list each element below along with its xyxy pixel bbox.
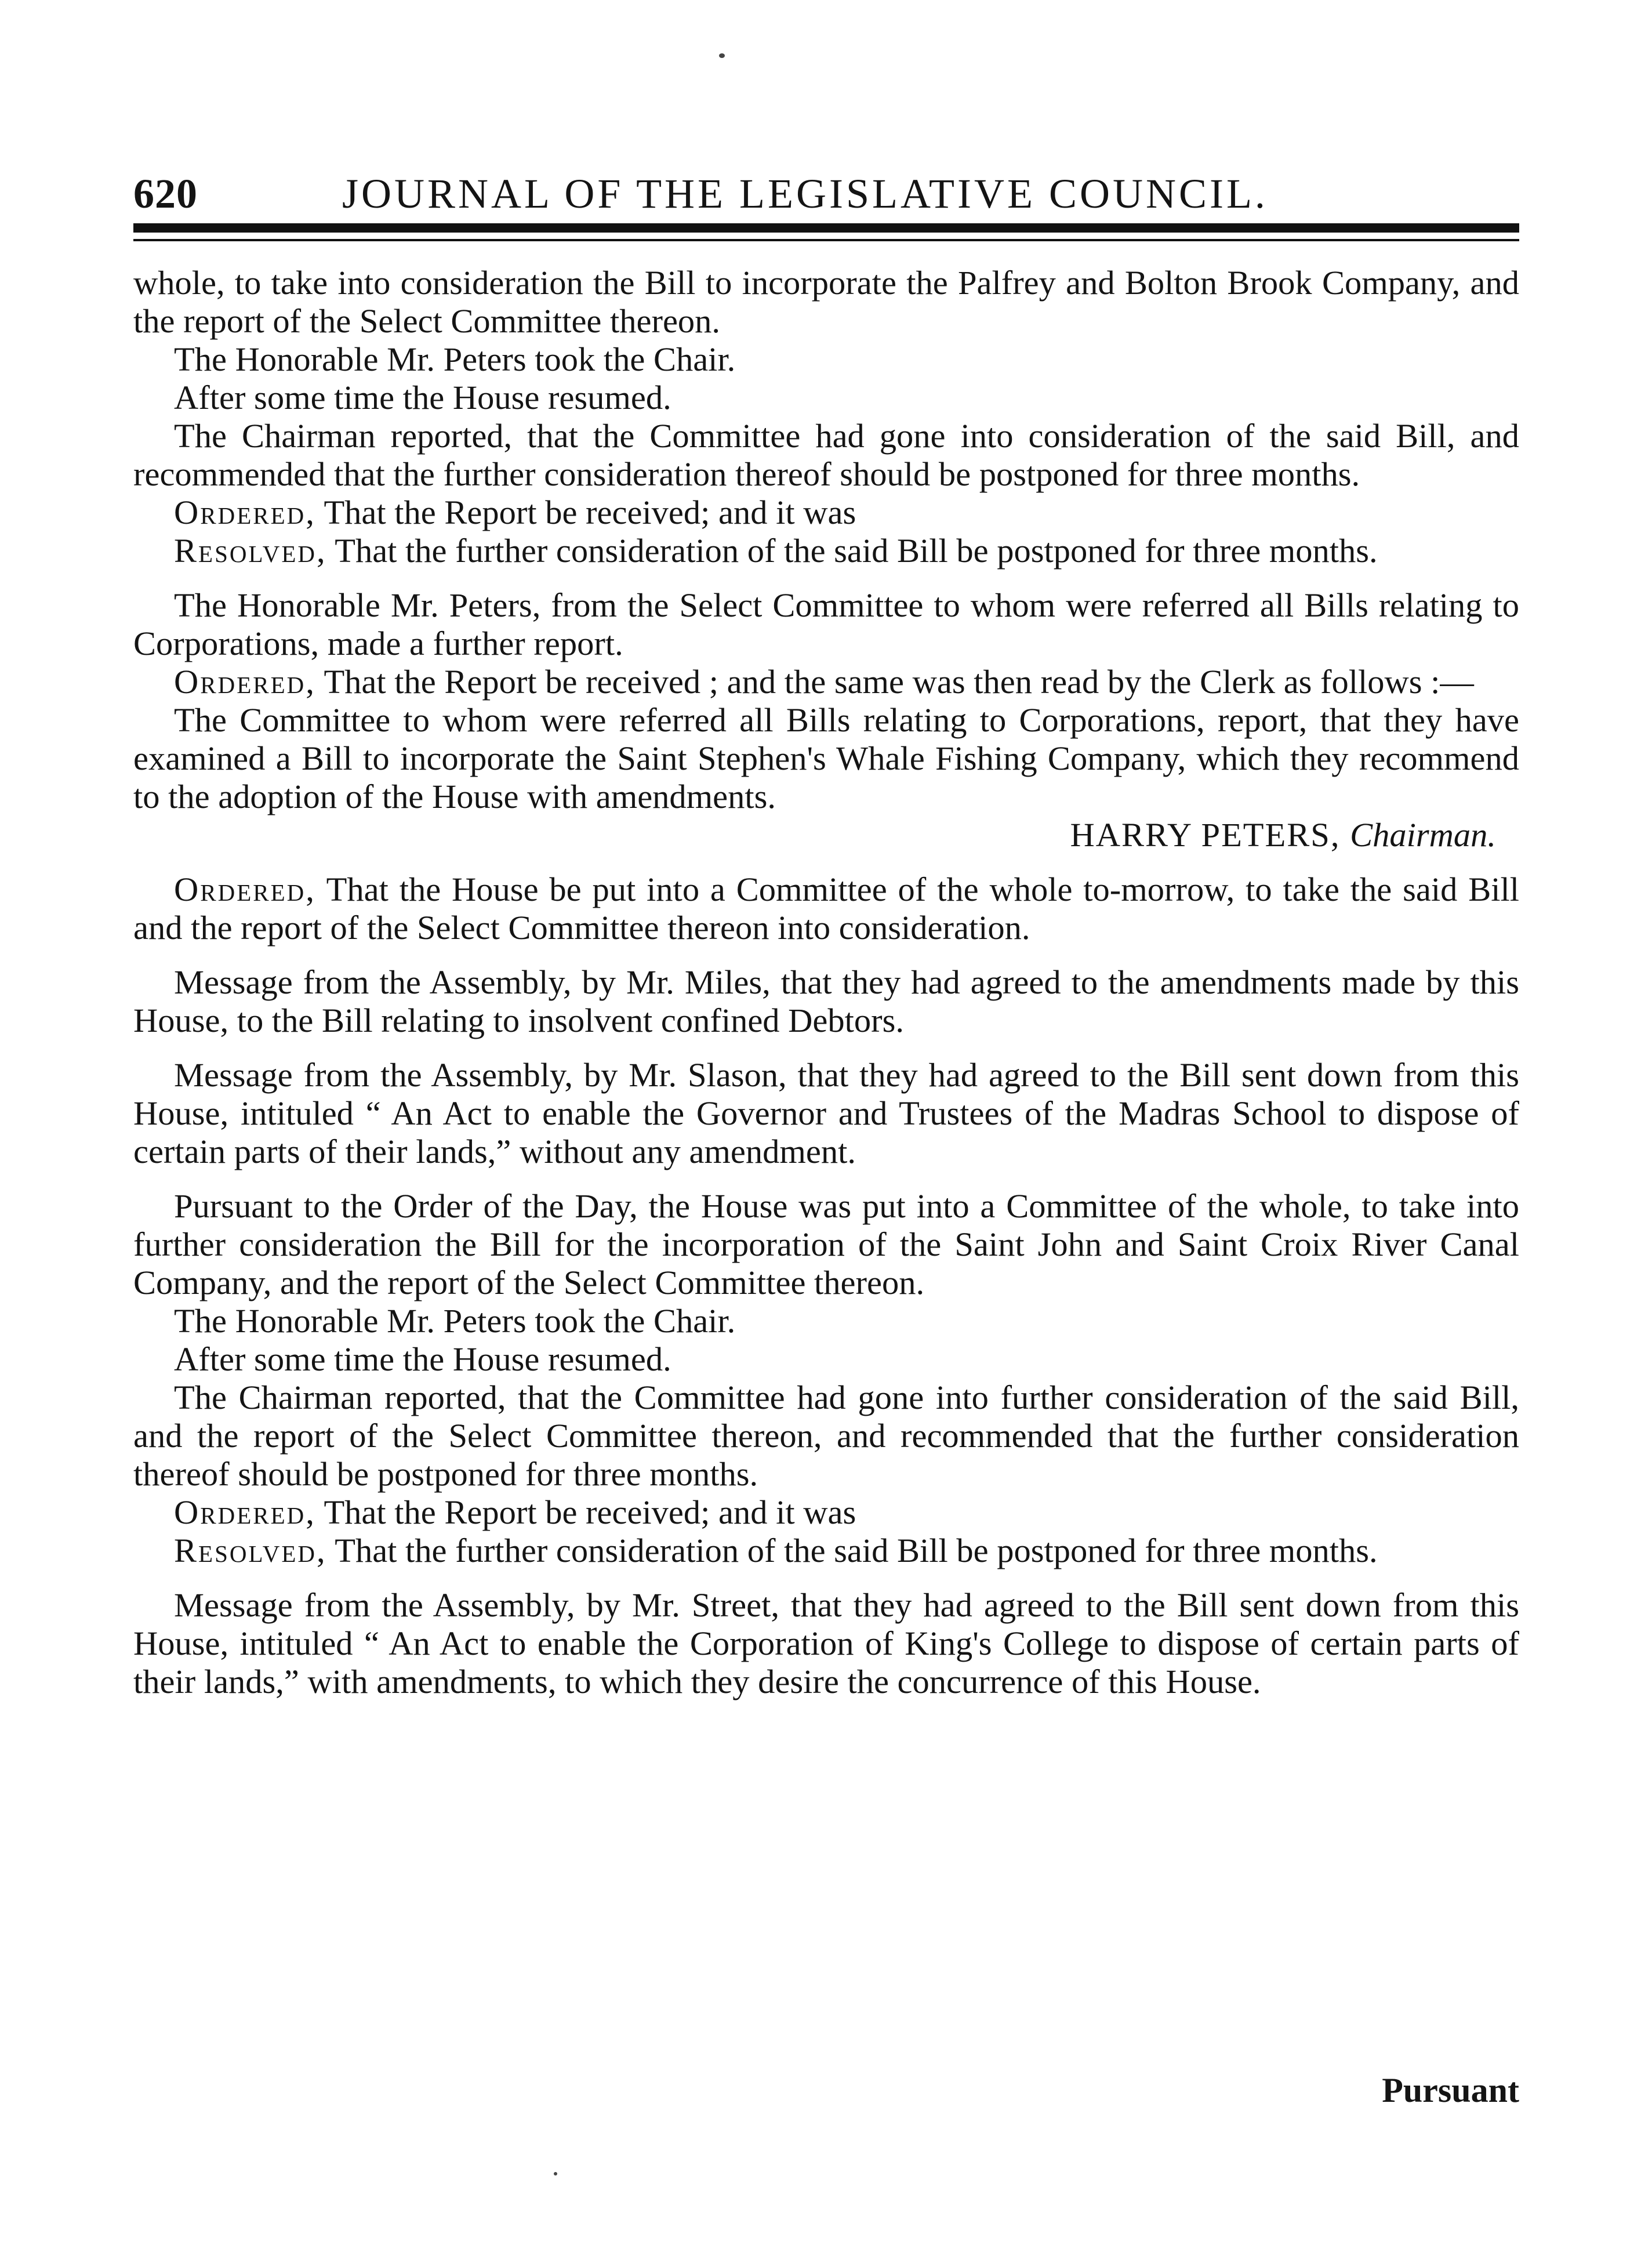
paragraph: The Committee to whom were referred all Bills relating to Corporations, report, that they have examined a Bill to incorporate the Saint Stephen's Whale Fishing Company, which they recommend to the adoption of the House with amendments. xyxy=(133,701,1519,815)
paragraph xyxy=(133,494,1519,532)
paragraph: The Chairman reported, that the Committee had gone into consideration of the said Bill, and recommended that the further consideration thereof should be postponed for three months. xyxy=(133,417,1519,493)
journal-page xyxy=(116,0,1537,2259)
paragraph: Message from the Assembly, by Mr. Slason, that they had agreed to the Bill sent down from this House, intituled “ An Act to enable the Governor and Trustees of the Madras School to dispose of certain parts of their lands,” without any amendment. xyxy=(133,1056,1519,1170)
paragraph: After some time the House resumed. xyxy=(174,379,671,416)
resolved-lead: Resolved, xyxy=(174,1532,327,1569)
paragraph: The Honorable Mr. Peters took the Chair. xyxy=(174,340,736,378)
paragraph: Message from the Assembly, by Mr. Street, that they had agreed to the Bill sent down from this House, intituled “ An Act to enable the Corporation of King's College to dispose of certain parts of their lands,” with amendments, to which they desire the concurrence of this House. xyxy=(133,1586,1519,1700)
signature xyxy=(133,816,1519,854)
page-number: 620 xyxy=(133,171,198,217)
running-title: JOURNAL OF THE LEGISLATIVE COUNCIL. xyxy=(342,171,1268,217)
paragraph: The Honorable Mr. Peters took the Chair. xyxy=(174,1302,736,1340)
paragraph xyxy=(133,1532,1519,1570)
paragraph-text: That the further consideration of the said Bill be postponed for three months. xyxy=(326,532,1378,570)
ordered-lead: Ordered, xyxy=(174,871,316,908)
paragraph-text: That the Report be received; and it was xyxy=(315,1493,856,1531)
paragraph: After some time the House resumed. xyxy=(174,1340,671,1378)
ordered-lead: Ordered, xyxy=(174,1493,316,1531)
paragraph: whole, to take into consideration the Bill to incorporate the Palfrey and Bolton Brook Company, and the report of the Select Committee thereon. xyxy=(133,264,1519,340)
paragraph: Message from the Assembly, by Mr. Miles, that they had agreed to the amendments made by this House, to the Bill relating to insolvent confined Debtors. xyxy=(133,963,1519,1039)
paragraph xyxy=(133,1493,1519,1532)
page-header xyxy=(133,154,1519,223)
header-rule-thick xyxy=(133,223,1519,233)
paragraph: The Honorable Mr. Peters, from the Select Committee to whom were referred all Bills relating to Corporations, made a further report. xyxy=(133,586,1519,662)
paragraph: Pursuant to the Order of the Day, the House was put into a Committee of the whole, to take into further consideration the Bill for the incorporation of the Saint John and Saint Croix River Canal Company, and the report of the Select Committee thereon. xyxy=(133,1187,1519,1301)
header-rule-thin xyxy=(133,239,1519,241)
catchword: Pursuant xyxy=(1382,2071,1519,2109)
paragraph-text: That the Report be received ; and the same was then read by the Clerk as follows :— xyxy=(315,663,1474,701)
paragraph-text: That the Report be received; and it was xyxy=(315,494,856,531)
paragraph-text: That the further consideration of the said Bill be postponed for three months. xyxy=(326,1532,1378,1569)
journal-body xyxy=(133,264,1519,1701)
paragraph-text: That the House be put into a Committee of the whole to-morrow, to take the said Bill and the report of the Select Committee thereon into consideration. xyxy=(133,871,1519,947)
signature-role: Chairman. xyxy=(1350,816,1496,854)
resolved-lead: Resolved, xyxy=(174,532,327,570)
paragraph xyxy=(133,532,1519,570)
ink-speck xyxy=(719,53,725,58)
ordered-lead: Ordered, xyxy=(174,663,316,701)
paragraph xyxy=(133,871,1519,947)
paragraph: The Chairman reported, that the Committee had gone into further consideration of the said Bill, and the report of the Select Committee thereon, and recommended that the further consideration thereof should be postponed for three months. xyxy=(133,1379,1519,1493)
signature-name: HARRY PETERS, xyxy=(1070,816,1341,854)
paragraph xyxy=(133,663,1519,701)
ink-speck xyxy=(554,2172,557,2175)
ordered-lead: Ordered, xyxy=(174,494,316,531)
